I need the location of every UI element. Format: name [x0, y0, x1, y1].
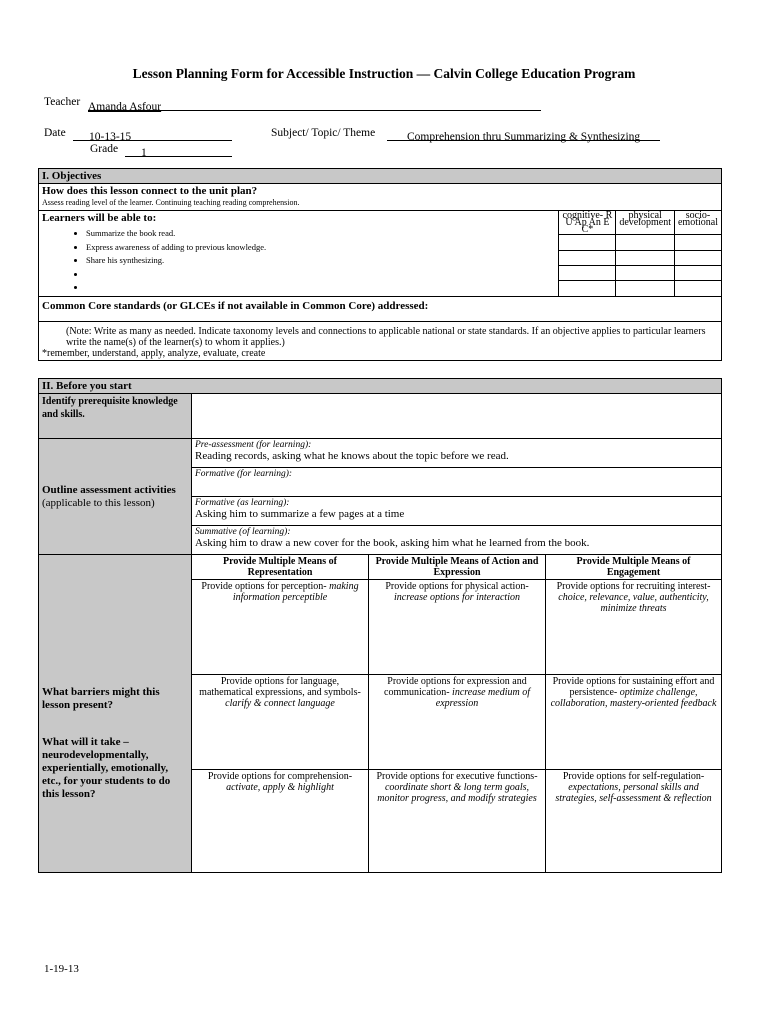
subject-field[interactable] — [387, 127, 660, 141]
summative-value: Asking him to draw a new cover for the book, asking him what he learned from the book. — [195, 537, 590, 549]
udl-header-engagement: Provide Multiple Means of Engagement — [546, 555, 722, 580]
udl-plain: Provide options for language, mathematical expressions, and symbols- — [199, 676, 361, 698]
udl-cell[interactable] — [369, 770, 546, 873]
taxonomy-cell[interactable] — [674, 265, 721, 280]
taxonomy-cell[interactable] — [616, 265, 675, 280]
teacher-field[interactable] — [88, 97, 541, 111]
udl-italic: optimize challenge, collaboration, mastery-oriented feedback — [550, 687, 717, 709]
pre-assessment-value: Reading records, asking what he knows about the topic before we read. — [195, 450, 509, 462]
udl-cell[interactable] — [546, 580, 722, 675]
date-label: Date — [44, 127, 66, 139]
udl-italic: activate, apply & highlight — [226, 782, 334, 793]
objective-item: • Share his synthesizing. — [86, 254, 555, 268]
footer-date: 1-19-13 — [44, 963, 79, 975]
grade-value: 1 — [141, 147, 147, 159]
udl-italic: increase medium of expression — [435, 687, 530, 709]
taxonomy-cell[interactable] — [559, 250, 616, 265]
objective-item: • Summarize the book read. — [86, 227, 555, 241]
learners-label: Learners will be able to: — [42, 212, 157, 224]
formative-as-value: Asking him to summarize a few pages at a time — [195, 508, 405, 520]
unit-answer: Assess reading level of the learner. Continuing teaching reading comprehension. — [42, 198, 300, 207]
taxonomy-cell[interactable] — [559, 235, 616, 250]
udl-cell[interactable] — [546, 770, 722, 873]
barriers-question: What barriers might this lesson present? — [42, 686, 160, 711]
objective-item: • Express awareness of adding to previous knowledge. — [86, 241, 555, 255]
taxonomy-cell[interactable] — [616, 250, 675, 265]
udl-plain: Provide options for comprehension- — [207, 771, 353, 782]
udl-plain: Provide options for executive functions- — [376, 771, 538, 782]
udl-cell[interactable] — [192, 580, 369, 675]
taxonomy-cell[interactable] — [674, 235, 721, 250]
before-table — [38, 378, 722, 873]
before-heading: II. Before you start — [39, 379, 722, 394]
pre-assessment-cell[interactable] — [192, 439, 722, 468]
taxonomy-cell[interactable] — [559, 265, 616, 280]
udl-italic: expectations, personal skills and strategies, self-assessment & reflection — [555, 782, 712, 804]
standards-cell[interactable] — [39, 296, 722, 321]
taxonomy-cell[interactable] — [616, 281, 675, 296]
objectives-heading: I. Objectives — [39, 169, 722, 184]
grade-field[interactable] — [125, 143, 232, 157]
udl-plain: Provide options for self-regulation- — [562, 771, 705, 782]
formative-for-cell[interactable] — [192, 468, 722, 497]
udl-cell[interactable] — [369, 675, 546, 770]
prereq-field[interactable] — [192, 394, 722, 439]
taxonomy-footnote: *remember, understand, apply, analyze, evaluate, create — [42, 347, 266, 359]
date-field[interactable] — [73, 127, 232, 141]
subject-label: Subject/ Topic/ Theme — [271, 127, 376, 139]
pre-assessment-label: Pre-assessment (for learning): — [195, 440, 312, 450]
teacher-value: Amanda Asfour — [88, 101, 162, 113]
barriers-cell — [39, 555, 192, 873]
neuro-question: What will it take – neurodevelopmentally, experientially, emotionally, etc., for your students to do this lesson? — [42, 736, 171, 800]
udl-plain: Provide options for sustaining effort and persistence- — [552, 676, 715, 698]
teacher-label: Teacher — [44, 96, 81, 108]
assessment-sub: (applicable to this lesson) — [42, 497, 155, 509]
col-physical: physical development — [616, 211, 675, 235]
formative-as-label: Formative (as learning): — [195, 498, 290, 508]
col-socio: socio-emotional — [674, 211, 721, 235]
formative-for-label: Formative (for learning): — [195, 469, 293, 479]
udl-plain: Provide options for perception- — [201, 581, 327, 592]
col-cognitive: cognitive- R U Ap An E C* — [559, 211, 616, 235]
standards-label: Common Core standards (or GLCEs if not available in Common Core) addressed: — [42, 299, 429, 312]
objective-item — [86, 281, 555, 295]
grade-label: Grade — [90, 143, 119, 155]
udl-italic: coordinate short & long term goals, monitor progress, and modify strategies — [377, 782, 537, 804]
subject-value: Comprehension thru Summarizing & Synthesizing — [407, 131, 641, 143]
taxonomy-cell[interactable] — [674, 281, 721, 296]
udl-header-representation: Provide Multiple Means of Representation — [192, 555, 369, 580]
form-title: Lesson Planning Form for Accessible Instruction — Calvin College Education Program — [132, 66, 636, 81]
udl-cell[interactable] — [546, 675, 722, 770]
objective-item — [86, 268, 555, 282]
objective-list — [68, 227, 555, 295]
taxonomy-cell[interactable] — [616, 235, 675, 250]
udl-italic: making information perceptible — [232, 581, 359, 603]
udl-header-action: Provide Multiple Means of Action and Expression — [369, 555, 546, 580]
udl-plain: Provide options for physical action- — [385, 581, 529, 592]
formative-as-cell[interactable] — [192, 497, 722, 526]
udl-cell[interactable] — [192, 675, 369, 770]
unit-question: How does this lesson connect to the unit plan? — [42, 185, 258, 197]
date-value: 10-13-15 — [89, 131, 132, 143]
unit-connection-cell[interactable] — [39, 184, 722, 211]
udl-italic: increase options for interaction — [393, 592, 520, 603]
udl-italic: choice, relevance, value, authenticity, minimize threats — [558, 592, 709, 614]
note-cell — [39, 321, 722, 360]
prereq-label: Identify prerequisite knowledge and skills. — [39, 394, 192, 439]
taxonomy-cell[interactable] — [559, 281, 616, 296]
summative-label: Summative (of learning): — [195, 527, 291, 537]
assessment-label-cell — [39, 439, 192, 555]
udl-cell[interactable] — [369, 580, 546, 675]
assessment-label: Outline assessment activities — [42, 484, 176, 496]
udl-italic: clarify & connect language — [225, 698, 335, 709]
objectives-table — [38, 168, 722, 361]
udl-plain: Provide options for recruiting interest- — [556, 581, 711, 592]
udl-cell[interactable] — [192, 770, 369, 873]
standards-note: (Note: Write as many as needed. Indicate taxonomy levels and connections to applicable national or state standards. If an objective applies to particular learners write the name(s) of the learner(s) to whom it applies.) — [66, 325, 706, 348]
summative-cell[interactable] — [192, 526, 722, 555]
learners-cell[interactable] — [39, 211, 559, 297]
taxonomy-cell[interactable] — [674, 250, 721, 265]
udl-plain: Provide options for expression and communication- — [384, 676, 527, 698]
